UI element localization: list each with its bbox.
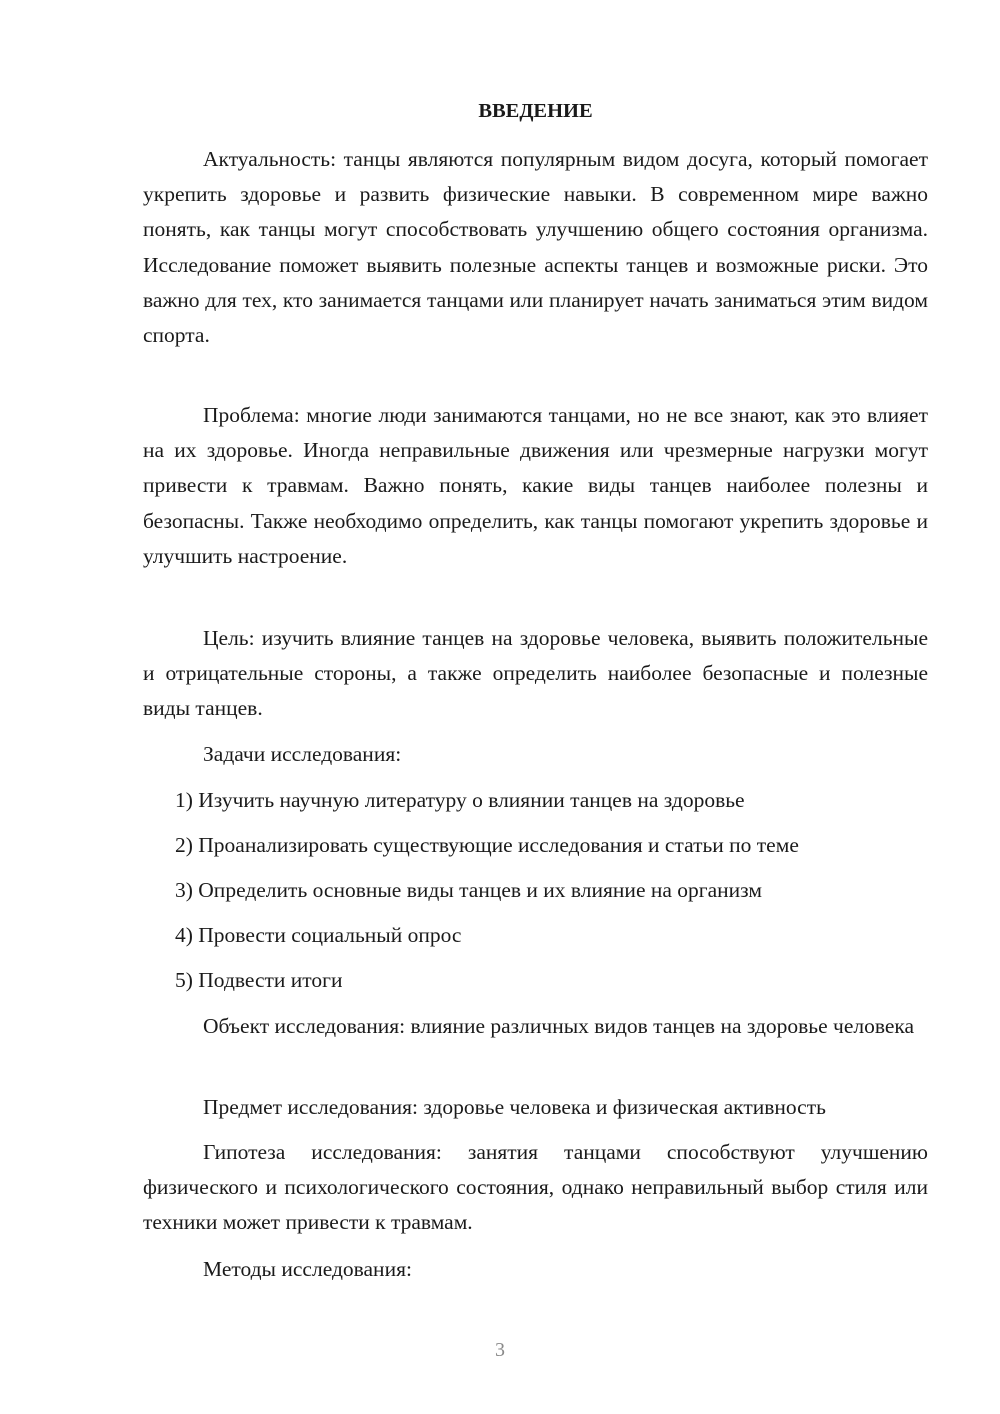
paragraph-problem: Проблема: многие люди занимаются танцами, но не все знают, как это влияет на их здоровье. Иногда неправильные движения или чрезмерные нагрузки могут привести к травмам. Важно понять, какие виды танцев наиболее полезны и безопасны. Также необходимо определить, как танцы помогают укрепить здоровье и улучшить настроение. — [143, 403, 928, 568]
methods-heading: Методы исследования: — [203, 1257, 412, 1281]
paragraph-goal: Цель: изучить влияние танцев на здоровье человека, выявить положительные и отрицательные стороны, а также определить наиболее безопасные и полезные виды танцев. — [143, 626, 928, 721]
paragraph-subject: Предмет исследования: здоровье человека и физическая активность — [203, 1095, 826, 1119]
page-number: 3 — [495, 1339, 505, 1361]
list-item: 4) Провести социальный опрос — [175, 923, 462, 947]
paragraph-object: Объект исследования: влияние различных видов танцев на здоровье человека — [203, 1014, 915, 1038]
list-item: 1) Изучить научную литературу о влиянии танцев на здоровье — [175, 788, 745, 812]
tasks-heading: Задачи исследования: — [203, 742, 402, 766]
list-item: 2) Проанализировать существующие исследования и статьи по теме — [175, 833, 799, 857]
paragraph-hypothesis: Гипотеза исследования: занятия танцами способствуют улучшению физического и психологического состояния, однако неправильный выбор стиля или техники может привести к травмам. — [143, 1140, 928, 1235]
list-item: 3) Определить основные виды танцев и их влияние на организм — [175, 878, 762, 902]
page-title: ВВЕДЕНИЕ — [478, 100, 593, 122]
paragraph-relevance: Актуальность: танцы являются популярным видом досуга, который помогает укрепить здоровье и развить физические навыки. В современном мире важно понять, как танцы могут способствовать улучшению общего состояния организма. Исследование поможет выявить полезные аспекты танцев и возможные риски. Это важно для тех, кто занимается танцами или планирует начать заниматься этим видом спорта. — [143, 147, 928, 348]
list-item: 5) Подвести итоги — [175, 968, 343, 992]
